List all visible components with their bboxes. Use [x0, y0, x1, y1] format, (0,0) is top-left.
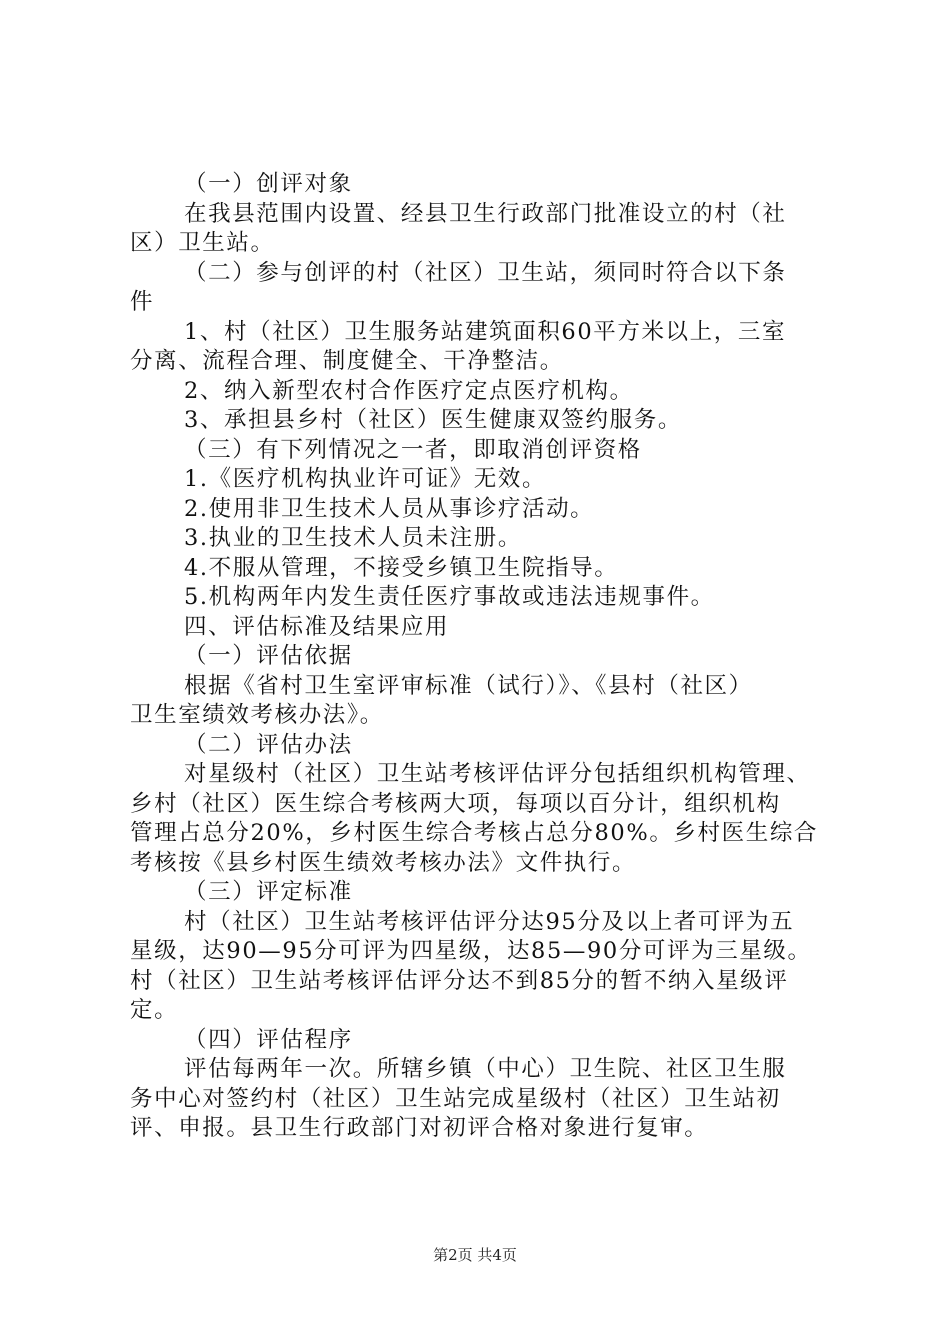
paragraph-line: 考核按《县乡村医生绩效考核办法》文件执行。	[130, 849, 637, 876]
paragraph-line: 乡村（社区）医生综合考核两大项，每项以百分计，组织机构	[130, 790, 781, 817]
paragraph-line: 村（社区）卫生站考核评估评分达不到85分的暂不纳入星级评	[130, 967, 789, 994]
paragraph-line: 星级，达90—95分可评为四星级，达85—90分可评为三星级。	[130, 938, 812, 964]
paragraph-line: 村（社区）卫生站考核评估评分达95分及以上者可评为五	[184, 908, 795, 935]
list-item-2: 2、纳入新型农村合作医疗定点医疗机构。	[184, 377, 634, 404]
paragraph-line: 区）卫生站。	[130, 230, 275, 256]
document-body	[130, 170, 830, 1144]
section-heading-3: （三）评定标准	[184, 879, 353, 905]
section-heading-2: （二）评估办法	[184, 731, 353, 758]
section-heading-1: （一）评估依据	[184, 643, 353, 669]
paragraph-line: 对星级村（社区）卫生站考核评估评分包括组织机构管理、	[184, 761, 811, 787]
page-number-footer: 第2页 共4页	[433, 1246, 517, 1264]
paragraph-line: 件	[130, 289, 155, 315]
paragraph-line: 管理占总分20%，乡村医生综合考核占总分80%。乡村医生综合	[130, 820, 819, 846]
section-heading-3: （三）有下列情况之一者，即取消创评资格	[184, 436, 642, 463]
list-item-3: 3、承担县乡村（社区）医生健康双签约服务。	[184, 407, 682, 433]
list-item-1: 1.《医疗机构执业许可证》无效。	[184, 466, 547, 492]
paragraph-line: 评、申报。县卫生行政部门对初评合格对象进行复审。	[130, 1115, 709, 1141]
chapter-heading: 四、评估标准及结果应用	[184, 613, 450, 640]
paragraph-line: 定。	[130, 997, 179, 1023]
paragraph-line: 务中心对签约村（社区）卫生站完成星级村（社区）卫生站初	[130, 1085, 781, 1112]
list-item-2: 2.使用非卫生技术人员从事诊疗活动。	[184, 495, 595, 522]
section-heading-2: （二）参与创评的村（社区）卫生站，须同时符合以下条	[184, 259, 787, 286]
list-item-1: 1、村（社区）卫生服务站建筑面积60平方米以上，三室	[184, 318, 787, 345]
paragraph-line: 评估每两年一次。所辖乡镇（中心）卫生院、社区卫生服	[184, 1056, 787, 1082]
section-heading-4: （四）评估程序	[184, 1026, 353, 1053]
paragraph-line: 根据《省村卫生室评审标准（试行）》、《县村（社区）	[184, 672, 753, 699]
paragraph-line: 卫生室绩效考核办法》。	[130, 702, 384, 728]
list-item-3: 3.执业的卫生技术人员未注册。	[184, 525, 522, 551]
section-heading-1: （一）创评对象	[184, 171, 353, 197]
list-item-5: 5.机构两年内发生责任医疗事故或违法违规事件。	[184, 584, 715, 610]
paragraph-line: 在我县范围内设置、经县卫生行政部门批准设立的村（社	[184, 200, 787, 227]
list-item-4: 4.不服从管理，不接受乡镇卫生院指导。	[184, 554, 619, 581]
paragraph-line: 分离、流程合理、制度健全、干净整洁。	[130, 348, 564, 374]
